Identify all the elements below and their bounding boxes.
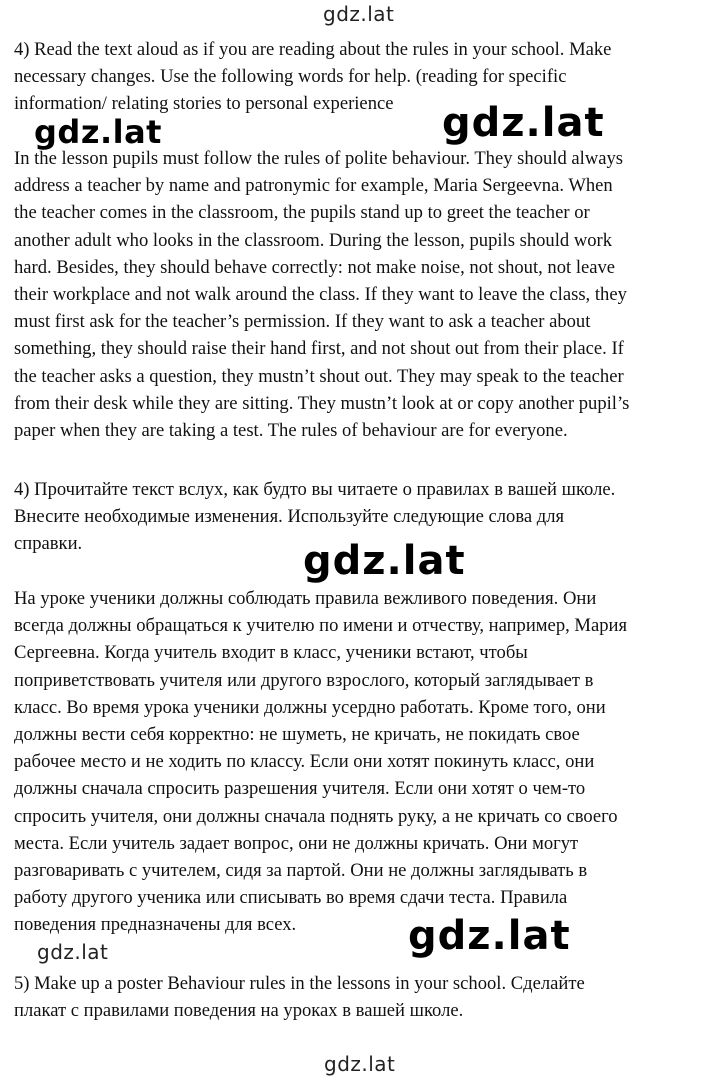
text-line: necessary changes. Use the following words for help. (reading for specific (14, 66, 567, 88)
text-line: the teacher comes in the classroom, the pupils stand up to greet the teacher or (14, 202, 590, 224)
text-line: справки. (14, 533, 83, 555)
task4-en-body (14, 145, 714, 444)
text-line: address a teacher by name and patronymic for example, Maria Sergeevna. When (14, 175, 613, 197)
text-line: their workplace and not walk around the class. If they want to leave the class, they (14, 284, 627, 306)
text-line: На уроке ученики должны соблюдать правила вежливого поведения. Они (14, 588, 597, 609)
text-line: поприветствовать учителя или другого взрослого, который заглядывает в (14, 669, 594, 691)
text-line: Сергеевна. Когда учитель входит в класс, ученики встают, чтобы (14, 642, 528, 664)
text-line: поведения предназначены для всех. (14, 914, 297, 936)
text-line: 4) Read the text aloud as if you are reading about the rules in your school. Make (14, 39, 612, 60)
text-line: рабочее место и не ходить по классу. Если они хотят покинуть класс, они (14, 751, 595, 773)
text-line: всегда должны обращаться к учителю по имени и отчеству, например, Мария (14, 615, 627, 637)
text-line: Внесите необходимые изменения. Используйте следующие слова для (14, 506, 565, 528)
text-line: должны сначала спросить разрешения учителя. Если они хотят о чем-то (14, 778, 586, 800)
text-line: спросить учителя, они должны сначала поднять руку, а не кричать со своего (14, 805, 618, 827)
text-line: 5) Make up a poster Behaviour rules in the lessons in your school. Сделайте (14, 973, 585, 994)
text-line: In the lesson pupils must follow the rules of polite behaviour. They should always (14, 148, 624, 169)
watermark-top: gdz.lat (323, 2, 395, 26)
text-line: класс. Во время урока ученики должны усердно работать. Кроме того, они (14, 696, 606, 718)
text-line: должны вести себя корректно: не шуметь, не кричать, не покидать свое (14, 724, 580, 746)
text-line: from their desk while they are sitting. They mustn’t look at or copy another pupil’s (14, 392, 630, 414)
watermark-right-2: gdz.lat (408, 913, 571, 959)
watermark-right-1: gdz.lat (442, 100, 605, 146)
text-line: плакат с правилами поведения на уроках в вашей школе. (14, 1000, 464, 1022)
watermark-bottom: gdz.lat (324, 1052, 396, 1076)
text-line: работу другого ученика или списывать во время сдачи теста. Правила (14, 887, 568, 909)
text-line: hard. Besides, they should behave correctly: not make noise, not shout, not leave (14, 256, 616, 278)
text-line: must first ask for the teacher’s permission. If they want to ask a teacher about (14, 311, 591, 333)
text-line: something, they should raise their hand first, and not shout out from their place. If (14, 338, 624, 360)
text-line: information/ relating stories to personal experience (14, 93, 394, 115)
text-line: разговаривать с учителем, сидя за партой. Они не должны заглядывать в (14, 860, 588, 882)
text-line: another adult who looks in the classroom. During the lesson, pupils should work (14, 229, 613, 251)
text-line: paper when they are taking a test. The rules of behaviour are for everyone. (14, 420, 568, 442)
watermark-center: gdz.lat (303, 538, 466, 584)
text-line: the teacher asks a question, they mustn’t shout out. They may speak to the teacher (14, 365, 624, 387)
watermark-left-1: gdz.lat (34, 113, 162, 151)
text-line: места. Если учитель задает вопрос, они не должны кричать. Они могут (14, 832, 579, 854)
text-line: 4) Прочитайте текст вслух, как будто вы читаете о правилах в вашей школе. (14, 479, 616, 500)
watermark-left-2: gdz.lat (37, 940, 109, 964)
task4-ru-heading (14, 476, 714, 558)
task5-text (14, 970, 714, 1024)
task4-ru-body (14, 585, 714, 939)
task4-en-heading (14, 36, 714, 118)
